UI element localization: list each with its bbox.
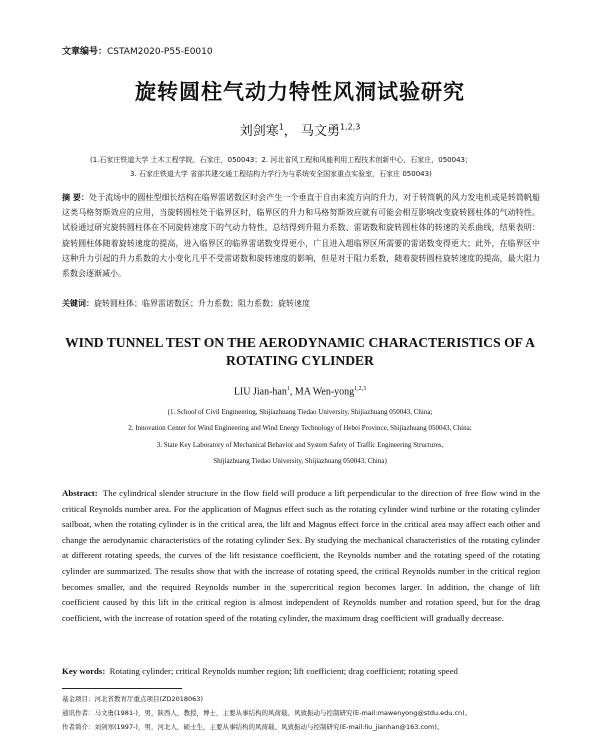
authors-english: LIU Jian-han$^1$, MA Wen-yong$^{1,2,3}$ bbox=[233, 386, 367, 398]
footnote-corresponding-author: 通讯作者：马文勇(1981-)，男，陕西人，教授，博士，主要从事结构的风荷载、风致振动与控制研究(E-mail:mawenyong@stdu.edu.cn)。 bbox=[62, 709, 472, 717]
affiliation-chinese-line1: (1.石家庄铁道大学 土木工程学院，石家庄，050043；2. 河北省风工程和风能利用工程技术创新中心，石家庄，050043； bbox=[90, 156, 472, 164]
author-sup: 1 bbox=[278, 122, 284, 132]
abstract-text: 处于流场中的圆柱型细长结构在临界雷诺数区时会产生一个垂直于自由来流方向的升力，对于转筒帆的风力发电机或是转筒帆船这类马格努斯效应的应用，当旋转圆柱处于临界区时，临界区的升力和马格努斯效应就有可能会相互影响改变旋转圆柱体的气动特性。试验通过研究旋转圆柱体在不同旋转速度下的气动力特性，总结得到升阻力系数、雷诺数和旋转圆柱体的转速的关系曲线，结果表明：旋转圆柱体随着旋转速度的提高，进入临界区的临界雷诺数变得更小，广且进入超临界区所需要的雷诺数变得更大；此外，在临界区中这种升力引起的升力系数的大小变化几乎不受雷诺数和旋转速度的影响，但是对于阻力系数，随着旋转圆柱旋转速度的提高，最大阻力系数会逐渐减小。 bbox=[62, 193, 540, 279]
author-name: LIU Jian-han bbox=[233, 386, 287, 398]
document-id: 文章编号：CSTAM2020-P55-E0010 bbox=[62, 47, 213, 57]
title-chinese: 旋转圆柱气动力特性风洞试验研究 bbox=[135, 80, 465, 104]
affiliation-english-line: (1. School of Civil Engineering, Shijiazhuang Tiedao University, Shijiazhuang 050043, China; bbox=[167, 408, 433, 416]
keywords-english bbox=[62, 666, 540, 676]
keywords-label: 关键词： bbox=[62, 299, 94, 308]
footnote-author-bio: 作者简介：刘剑寒(1997-)，男，河北人，硕士生，主要从事结构的风荷载、风致振动与控制研究(E-mail:liu_jianhan@163.com)。 bbox=[62, 723, 444, 731]
author-name: 刘剑寒 bbox=[239, 124, 279, 139]
footnote-funding: 基金项目：河北省教育厅重点项目(ZD2018063) bbox=[62, 695, 203, 703]
abstract-label: 摘 要： bbox=[62, 193, 90, 202]
keywords-chinese bbox=[62, 298, 540, 309]
abstract-english bbox=[62, 486, 540, 626]
affiliation-english-line: 3. State Key Laboratory of Mechanical Behavior and System Safety of Traffic Engineering Structures, bbox=[156, 441, 444, 449]
author-sup: 1 bbox=[286, 386, 290, 392]
abstract-label: Abstract: bbox=[62, 488, 98, 498]
abstract-chinese bbox=[62, 190, 540, 281]
title-english: WIND TUNNEL TEST ON THE AERODYNAMIC CHARACTERISTICS OF A ROTATING CYLINDER bbox=[65, 335, 535, 368]
keywords-label: Key words: bbox=[62, 666, 106, 676]
footnote-divider bbox=[62, 688, 182, 689]
affiliation-english-line: Shijiazhuang Tiedao University, Shijiazhuang 050043, China) bbox=[213, 457, 387, 465]
author-name: 马文勇 bbox=[300, 124, 340, 139]
keywords-text: Rotating cylinder; critical Reynolds number region; lift coefficient; drag coefficient; rotating speed bbox=[109, 666, 458, 676]
keywords-text: 旋转圆柱体；临界雷诺数区；升力系数；阻力系数；旋转速度 bbox=[94, 299, 310, 308]
affiliation-chinese-line2: 3. 石家庄铁道大学 省部共建交通工程结构力学行为与系统安全国家重点实验室，石家庄 050043) bbox=[130, 170, 432, 178]
abstract-text: The cylindrical slender structure in the flow field will produce a lift perpendicular to the direction of free flow wind in the critical Reynolds number area. For the application of Magnus effect such as the rotating cylinder wind turbine or the rotating cylinder sailboat, when the rotating cylinder is in the critical area, the lift and Magnus effect force in the critical area may affect each other and change the aerodynamic characteristics of the rotating cylinder Sex. By studying the mechanical characteristics of the rotating cylinder at different rotating speeds, the curves of the lift resistance coefficient, the Reynolds number and the rotating speed of the rotating cylinder are summarized. The results show that with the increase of rotating speed, the critical Reynolds number in the critical region becomes smaller, and the required Reynolds number in the supercritical region becomes larger. In addition, the change of lift coefficient caused by this lift in the critical region is almost independent of Reynolds number and rotation speed, but for the drag coefficient, with the increase of rotation speed of the rotating cylinder, the maximum drag coefficient will gradually decrease. bbox=[62, 488, 541, 623]
authors-chinese: 刘剑寒$^1$， 马文勇$^{1,2,3}$ bbox=[239, 122, 361, 139]
author-sup: 1,2,3 bbox=[339, 122, 361, 132]
author-name: MA Wen-yong bbox=[294, 386, 355, 398]
author-sup: 1,2,3 bbox=[354, 386, 367, 392]
affiliation-english-line: 2. Innovation Center for Wind Engineering and Wind Energy Technology of Hebei Province, Shijiazhuang 050043, China; bbox=[128, 424, 472, 432]
